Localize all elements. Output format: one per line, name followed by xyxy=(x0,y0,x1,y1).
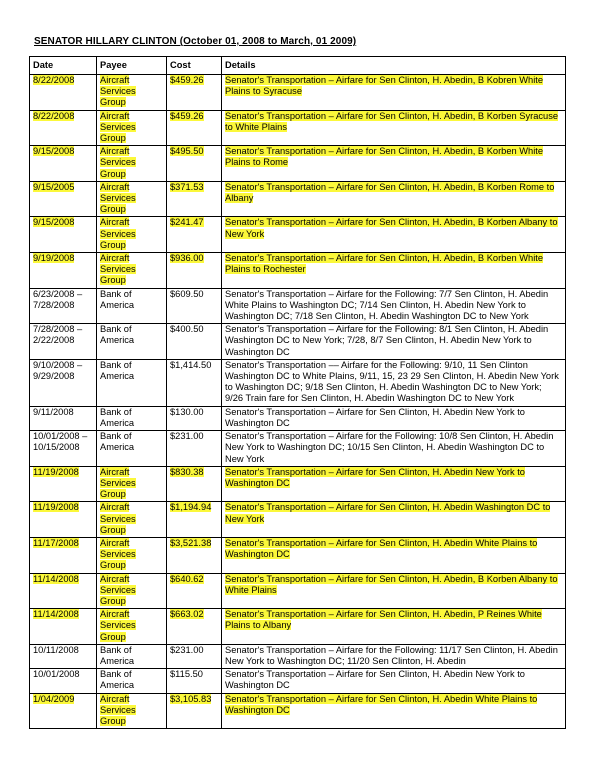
details-cell-text: Senator's Transportation – Airfare for Sen Clinton, H. Abedin White Plains to Washington DC xyxy=(225,537,538,560)
cost-cell-text: $609.50 xyxy=(170,288,204,299)
date-cell-text: 11/14/2008 xyxy=(33,573,79,584)
cost-cell-text: $663.02 xyxy=(170,609,204,620)
column-header-cost: Cost xyxy=(167,57,222,75)
payee-cell-text: Aircraft Services Group xyxy=(100,537,136,571)
table-row xyxy=(30,253,566,289)
date-cell xyxy=(30,431,97,467)
table-row xyxy=(30,181,566,217)
table-body xyxy=(30,75,566,729)
date-cell-text: 11/19/2008 xyxy=(33,466,79,477)
expense-table xyxy=(29,56,566,729)
date-cell xyxy=(30,181,97,217)
cost-cell xyxy=(167,253,222,289)
date-cell-text: 11/17/2008 xyxy=(33,537,79,548)
payee-cell-text: Aircraft Services Group xyxy=(100,146,136,179)
date-cell xyxy=(30,573,97,609)
date-cell-text: 9/15/2008 xyxy=(33,217,75,228)
column-header-payee: Payee xyxy=(97,57,167,75)
cost-cell xyxy=(167,324,222,360)
cost-cell xyxy=(167,75,222,111)
cost-cell-text: $640.62 xyxy=(170,573,204,584)
cost-cell xyxy=(167,609,222,645)
cost-cell xyxy=(167,537,222,573)
table-row xyxy=(30,146,566,182)
table-row xyxy=(30,75,566,111)
payee-cell xyxy=(97,110,167,146)
details-cell xyxy=(222,406,566,430)
table-row xyxy=(30,669,566,693)
date-cell-text: 10/01/2008 xyxy=(33,669,80,680)
page-title: SENATOR HILLARY CLINTON (October 01, 2008 to March, 01 2009) xyxy=(34,36,357,47)
payee-cell xyxy=(97,406,167,430)
payee-cell-text: Aircraft Services Group xyxy=(100,181,136,215)
payee-cell-text: Bank of America xyxy=(100,431,135,453)
date-cell xyxy=(30,110,97,146)
payee-cell-text: Aircraft Services Group xyxy=(100,110,136,144)
details-cell xyxy=(222,324,566,360)
payee-cell-text: Aircraft Services Group xyxy=(100,693,136,726)
table-row xyxy=(30,431,566,467)
cost-cell-text: $3,105.83 xyxy=(170,693,212,704)
column-header-date: Date xyxy=(30,57,97,75)
date-cell-text: 7/28/2008 – 2/22/2008 xyxy=(33,324,83,346)
cost-cell-text: $495.50 xyxy=(170,146,204,157)
payee-cell xyxy=(97,324,167,360)
table-row xyxy=(30,537,566,573)
details-cell xyxy=(222,537,566,573)
payee-cell xyxy=(97,431,167,467)
payee-cell-text: Aircraft Services Group xyxy=(100,609,136,642)
details-cell-text: Senator's Transportation – Airfare for Sen Clinton, H. Abedin, P Reines White Plains to Albany xyxy=(225,609,542,631)
payee-cell xyxy=(97,609,167,645)
cost-cell-text: $830.38 xyxy=(170,466,204,477)
table-row xyxy=(30,502,566,538)
payee-cell xyxy=(97,573,167,609)
date-cell xyxy=(30,502,97,538)
payee-cell xyxy=(97,644,167,668)
date-cell xyxy=(30,669,97,693)
details-cell-text: Senator's Transportation – Airfare for Sen Clinton, H. Abedin White Plains to Washington DC xyxy=(225,693,538,715)
cost-cell-text: $459.26 xyxy=(170,110,204,121)
date-cell-text: 9/11/2008 xyxy=(33,406,74,417)
details-cell xyxy=(222,288,566,324)
cost-cell xyxy=(167,502,222,538)
cost-cell-text: $400.50 xyxy=(170,324,204,335)
date-cell xyxy=(30,146,97,182)
date-cell xyxy=(30,406,97,430)
date-cell xyxy=(30,217,97,253)
details-cell-text: Senator's Transportation – Airfare for Sen Clinton, H. Abedin New York to Washington DC xyxy=(225,669,525,691)
details-cell-text: Senator's Transportation – Airfare for Sen Clinton, H. Abedin New York to Washington DC xyxy=(225,466,525,488)
payee-cell-text: Aircraft Services Group xyxy=(100,253,136,286)
table-row xyxy=(30,217,566,253)
date-cell xyxy=(30,609,97,645)
details-cell xyxy=(222,466,566,502)
table-row xyxy=(30,644,566,668)
details-cell xyxy=(222,359,566,406)
cost-cell-text: $115.50 xyxy=(170,669,203,680)
details-cell-text: Senator's Transportation – Airfare for Sen Clinton, H. Abedin, B Korben White Plains to Rochester xyxy=(225,253,544,275)
cost-cell xyxy=(167,466,222,502)
table-row xyxy=(30,288,566,324)
details-cell-text: Senator's Transportation – Airfare for the Following: 8/1 Sen Clinton, H. Abedin Washington DC to New York; 7/28, 8/7 Sen Clinton, H. Abedin New York to Washington DC xyxy=(225,324,549,357)
details-cell xyxy=(222,669,566,693)
details-cell-text: Senator's Transportation – Airfare for Sen Clinton, H. Abedin Washington DC to New York xyxy=(225,502,551,524)
details-cell-text: Senator's Transportation – Airfare for Sen Clinton, H. Abedin, B Korben Albany to White Plains xyxy=(225,573,558,595)
date-cell xyxy=(30,288,97,324)
cost-cell-text: $1,414.50 xyxy=(170,359,212,370)
details-cell-text: Senator's Transportation – Airfare for Sen Clinton, H. Abedin, B Korben Albany to New York xyxy=(225,217,558,239)
payee-cell-text: Aircraft Services Group xyxy=(100,502,136,535)
payee-cell-text: Bank of America xyxy=(100,359,135,382)
cost-cell-text: $371.53 xyxy=(170,181,204,192)
details-cell-text: Senator's Transportation – Airfare for Sen Clinton, H. Abedin, B Kobren White Plains to Syracuse xyxy=(225,75,544,97)
details-cell xyxy=(222,75,566,111)
payee-cell xyxy=(97,253,167,289)
cost-cell xyxy=(167,573,222,609)
date-cell xyxy=(30,324,97,360)
details-cell xyxy=(222,431,566,467)
payee-cell xyxy=(97,502,167,538)
details-cell xyxy=(222,253,566,289)
cost-cell-text: $459.26 xyxy=(170,75,204,85)
cost-cell xyxy=(167,669,222,693)
date-cell xyxy=(30,644,97,668)
cost-cell xyxy=(167,406,222,430)
date-cell xyxy=(30,537,97,573)
date-cell-text: 9/10/2008 – 9/29/2008 xyxy=(33,359,83,382)
payee-cell-text: Bank of America xyxy=(100,288,135,310)
date-cell-text: 9/15/2008 xyxy=(33,146,75,157)
cost-cell xyxy=(167,431,222,467)
cost-cell-text: $130.00 xyxy=(170,406,204,417)
payee-cell-text: Bank of America xyxy=(100,406,135,428)
payee-cell xyxy=(97,181,167,217)
details-cell xyxy=(222,146,566,182)
payee-cell-text: Aircraft Services Group xyxy=(100,75,136,108)
table-row xyxy=(30,573,566,609)
details-cell-text: Senator's Transportation – Airfare for the Following: 7/7 Sen Clinton, H. Abedin White Plains to Washington DC; 7/14 Sen Clinton, H. Abedin New York to Washington DC; 7/18 Sen Clinton, H. Abedin Washington DC to New York xyxy=(225,288,549,322)
table-header-row xyxy=(30,57,566,75)
details-cell xyxy=(222,110,566,146)
column-header-details: Details xyxy=(222,57,566,75)
details-cell xyxy=(222,181,566,217)
payee-cell xyxy=(97,466,167,502)
date-cell-text: 11/19/2008 xyxy=(33,502,79,513)
payee-cell xyxy=(97,75,167,111)
date-cell xyxy=(30,75,97,111)
payee-cell xyxy=(97,217,167,253)
details-cell xyxy=(222,573,566,609)
cost-cell-text: $936.00 xyxy=(170,253,204,264)
cost-cell xyxy=(167,644,222,668)
table-row xyxy=(30,406,566,430)
date-cell xyxy=(30,359,97,406)
payee-cell-text: Aircraft Services Group xyxy=(100,217,136,250)
details-cell xyxy=(222,609,566,645)
payee-cell xyxy=(97,537,167,573)
payee-cell xyxy=(97,693,167,729)
details-cell xyxy=(222,693,566,729)
cost-cell xyxy=(167,288,222,324)
details-cell-text: Senator's Transportation – Airfare for the Following: 11/17 Sen Clinton, H. Abedin New York to Washington DC; 11/20 Sen Clinton, H. Abedin xyxy=(225,644,558,666)
cost-cell xyxy=(167,217,222,253)
cost-cell xyxy=(167,693,222,729)
table-row xyxy=(30,359,566,406)
table-row xyxy=(30,324,566,360)
cost-cell xyxy=(167,359,222,406)
details-cell-text: Senator's Transportation –– Airfare for the Following: 9/10, 11 Sen Clinton Washington DC to White Plains, 9/11, 15, 23 29 Sen Clinton, H. Abedin New York to Washington DC; 9/18 Sen Clinton, H. Abedin Washington DC to New York; 9/26 Train fare for Sen Clinton, H. Abedin Washington DC to New York xyxy=(225,359,559,404)
cost-cell xyxy=(167,181,222,217)
table-row xyxy=(30,609,566,645)
payee-cell xyxy=(97,288,167,324)
payee-cell-text: Bank of America xyxy=(100,669,135,691)
details-cell-text: Senator's Transportation – Airfare for Sen Clinton, H. Abedin, B Korben White Plains to Rome xyxy=(225,146,544,168)
date-cell xyxy=(30,693,97,729)
cost-cell-text: $231.00 xyxy=(170,644,204,655)
date-cell-text: 1/04/2009 xyxy=(33,693,75,704)
cost-cell-text: $241.47 xyxy=(170,217,204,228)
details-cell xyxy=(222,644,566,668)
cost-cell-text: $1,194.94 xyxy=(170,502,212,513)
details-cell-text: Senator's Transportation – Airfare for Sen Clinton, H. Abedin, B Korben Rome to Albany xyxy=(225,181,555,204)
details-cell-text: Senator's Transportation – Airfare for Sen Clinton, H. Abedin, B Korben Syracuse to White Plains xyxy=(225,110,559,132)
payee-cell xyxy=(97,359,167,406)
payee-cell xyxy=(97,146,167,182)
cost-cell-text: $231.00 xyxy=(170,431,204,442)
date-cell-text: 9/19/2008 xyxy=(33,253,75,264)
payee-cell-text: Bank of America xyxy=(100,324,135,346)
payee-cell-text: Aircraft Services Group xyxy=(100,466,136,500)
date-cell-text: 11/14/2008 xyxy=(33,609,79,620)
cost-cell xyxy=(167,146,222,182)
table-row xyxy=(30,466,566,502)
date-cell xyxy=(30,253,97,289)
details-cell xyxy=(222,502,566,538)
date-cell-text: 10/01/2008 – 10/15/2008 xyxy=(33,431,88,453)
payee-cell xyxy=(97,669,167,693)
date-cell-text: 9/15/2005 xyxy=(33,181,75,192)
table-row xyxy=(30,693,566,729)
date-cell-text: 8/22/2008 xyxy=(33,110,75,121)
details-cell-text: Senator's Transportation – Airfare for Sen Clinton, H. Abedin New York to Washington DC xyxy=(225,406,525,428)
details-cell xyxy=(222,217,566,253)
date-cell-text: 8/22/2008 xyxy=(33,75,75,85)
details-cell-text: Senator's Transportation – Airfare for the Following: 10/8 Sen Clinton, H. Abedin New York to Washington DC; 10/15 Sen Clinton, H. Abedin Washington DC to New York xyxy=(225,431,554,464)
date-cell-text: 10/11/2008 xyxy=(33,644,79,655)
cost-cell xyxy=(167,110,222,146)
date-cell-text: 6/23/2008 – 7/28/2008 xyxy=(33,288,83,310)
cost-cell-text: $3,521.38 xyxy=(170,537,212,548)
payee-cell-text: Bank of America xyxy=(100,644,135,666)
payee-cell-text: Aircraft Services Group xyxy=(100,573,136,606)
table-row xyxy=(30,110,566,146)
date-cell xyxy=(30,466,97,502)
